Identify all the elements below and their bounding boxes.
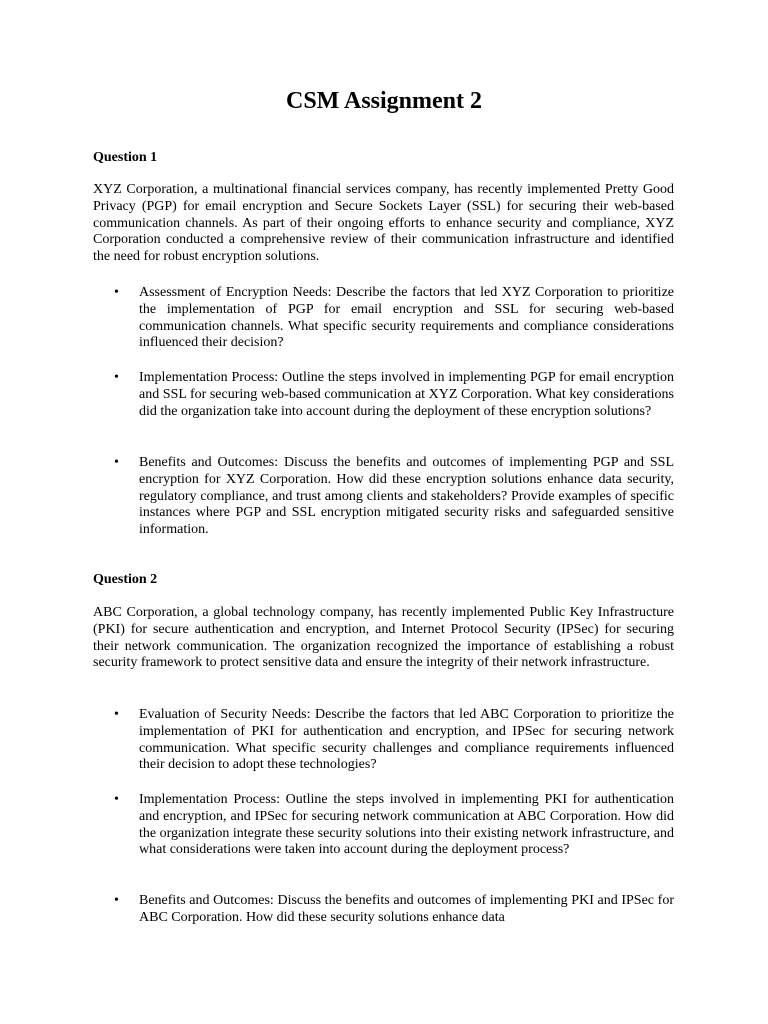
bullet-text: Assessment of Encryption Needs: Describe the factors that led XYZ Corporation to prioritize the implementation of PGP for email encryption and SSL for securing web-based communication channels. What specific security requirements and compliance considerations influenced their decision? [139, 285, 674, 351]
bullet-icon: • [114, 792, 119, 807]
bullet-text: Implementation Process: Outline the steps involved in implementing PKI for authentication and encryption, and IPSec for securing network communication at ABC Corporation. How did the organization integrate these security solutions into their existing network infrastructure, and what considerations were taken into account during the deployment process? [139, 792, 674, 858]
question-1-heading: Question 1 [93, 150, 158, 165]
bullet-icon: • [114, 893, 119, 908]
bullet-icon: • [114, 707, 119, 722]
bullet-text: Evaluation of Security Needs: Describe the factors that led ABC Corporation to prioritize the implementation of PKI for authentication and encryption, and IPSec for securing network communication. What specific security challenges and compliance requirements influenced their decision to adopt these technologies? [139, 707, 674, 773]
question-2-intro: ABC Corporation, a global technology company, has recently implemented Public Key Infrastructure (PKI) for secure authentication and encryption, and Internet Protocol Security (IPSec) for securing their network communication. The organization recognized the importance of establishing a robust security framework to protect sensitive data and ensure the integrity of their network infrastructure. [93, 605, 674, 671]
bullet-text: Implementation Process: Outline the steps involved in implementing PGP for email encryption and SSL for securing web-based communication at XYZ Corporation. What key considerations did the organization take into account during the deployment of these encryption solutions? [139, 370, 674, 419]
question-2-heading: Question 2 [93, 572, 158, 587]
bullet-icon: • [114, 370, 119, 385]
bullet-text: Benefits and Outcomes: Discuss the benefits and outcomes of implementing PKI and IPSec for ABC Corporation. How did these security solutions enhance data [139, 893, 674, 925]
page-title: CSM Assignment 2 [285, 88, 483, 114]
question-1-intro: XYZ Corporation, a multinational financial services company, has recently implemented Pretty Good Privacy (PGP) for email encryption and Secure Sockets Layer (SSL) for securing their web-based communication channels. As part of their ongoing efforts to enhance security and compliance, XYZ Corporation conducted a comprehensive review of their communication infrastructure and identified the need for robust encryption solutions. [93, 182, 674, 265]
bullet-icon: • [114, 285, 119, 300]
bullet-icon: • [114, 455, 119, 470]
bullet-text: Benefits and Outcomes: Discuss the benefits and outcomes of implementing PGP and SSL encryption for XYZ Corporation. How did these encryption solutions enhance data security, regulatory compliance, and trust among clients and stakeholders? Provide examples of specific instances where PGP and SSL encryption mitigated security risks and safeguarded sensitive information. [139, 455, 674, 538]
